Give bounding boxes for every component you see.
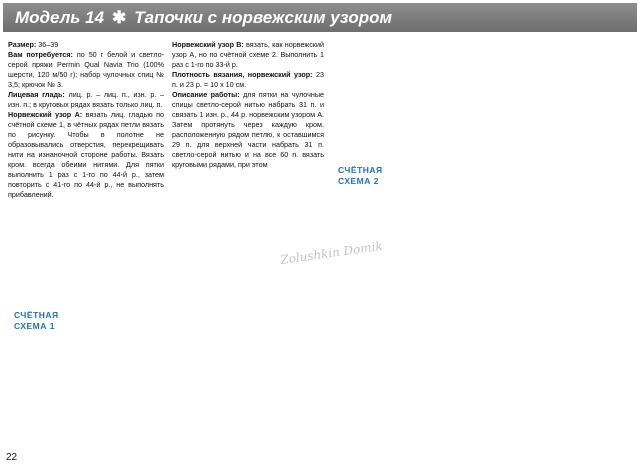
schema-2-label [338,165,383,187]
schema-1-label-line-2: СХЕМА 1 [14,321,55,331]
stockinette-label: Лицевая гладь: [8,90,65,99]
star-icon: ✱ [112,8,127,27]
instructions-label: Описание работы: [172,90,240,99]
gauge-label: Плотность вязания, норвежский узор: [172,70,313,79]
size-value: 36–39 [36,40,59,49]
stockinette-text: лиц. р. – лиц. п., изн. р. – изн. п.; в круговых рядах вязать только лиц. п. [8,90,164,109]
instructions-text: для пятки на чулочные спицы светло-серой нитью набрать 31 п. и связать 1 изн. р., 44 р. норвежским узором А. Затем протянуть через каждую кром. расположенную рядом петлю, к оставшимся 29 п. для верхней части набрать 31 п. светло-серой нитью и на все 60 п. вязать круговыми рядами, при этом [172,90,324,169]
pattern-b-label: Норвежский узор В: [172,40,244,49]
page-number: 22 [6,452,18,463]
pattern-title: Тапочки с норвежским узором [134,8,393,27]
gauge-text: 23 п. и 23 р. = 10 х 10 см. [172,70,324,89]
pattern-a-text: вязать лиц. гладью по счётной схеме 1, в чётных рядах петли вязать по рисунку. Чтобы в полотне не образовывались отверстия, перекрещивать нити на изнаночной стороне работы. Вязать кром. всегда обеими нитями. Для пятки выполнить 1 раз с 1-го по 44-й р., затем повторить с 41-го по 44-й р., не выполнять прибавлений. [8,110,164,199]
size-label: Размер: [8,40,37,49]
pattern-a-label: Норвежский узор А: [8,110,83,119]
pattern-b-text: вязать, как норвежский узор А, но по счётной схеме 2. Выполнить 1 раз с 1-го по 33-й р. [172,40,324,69]
schema-1-label [14,310,59,332]
materials-label: Вам потребуется: [8,50,73,59]
model-number: Модель 14 [15,8,105,27]
materials-text: по 50 г белой и светло-серой пряжи Permin Qual Navia Trio (100% шерсти, 120 м/50 г); набор чулочных спиц № 3,5; крючок № 3. [8,50,164,89]
schema-1-label-line-1: СЧЁТНАЯ [14,310,59,320]
watermark: Zolushkin Domik [279,238,384,268]
schema-2-label-line-1: СЧЁТНАЯ [338,165,383,175]
schema-2-label-line-2: СХЕМА 2 [338,176,379,186]
